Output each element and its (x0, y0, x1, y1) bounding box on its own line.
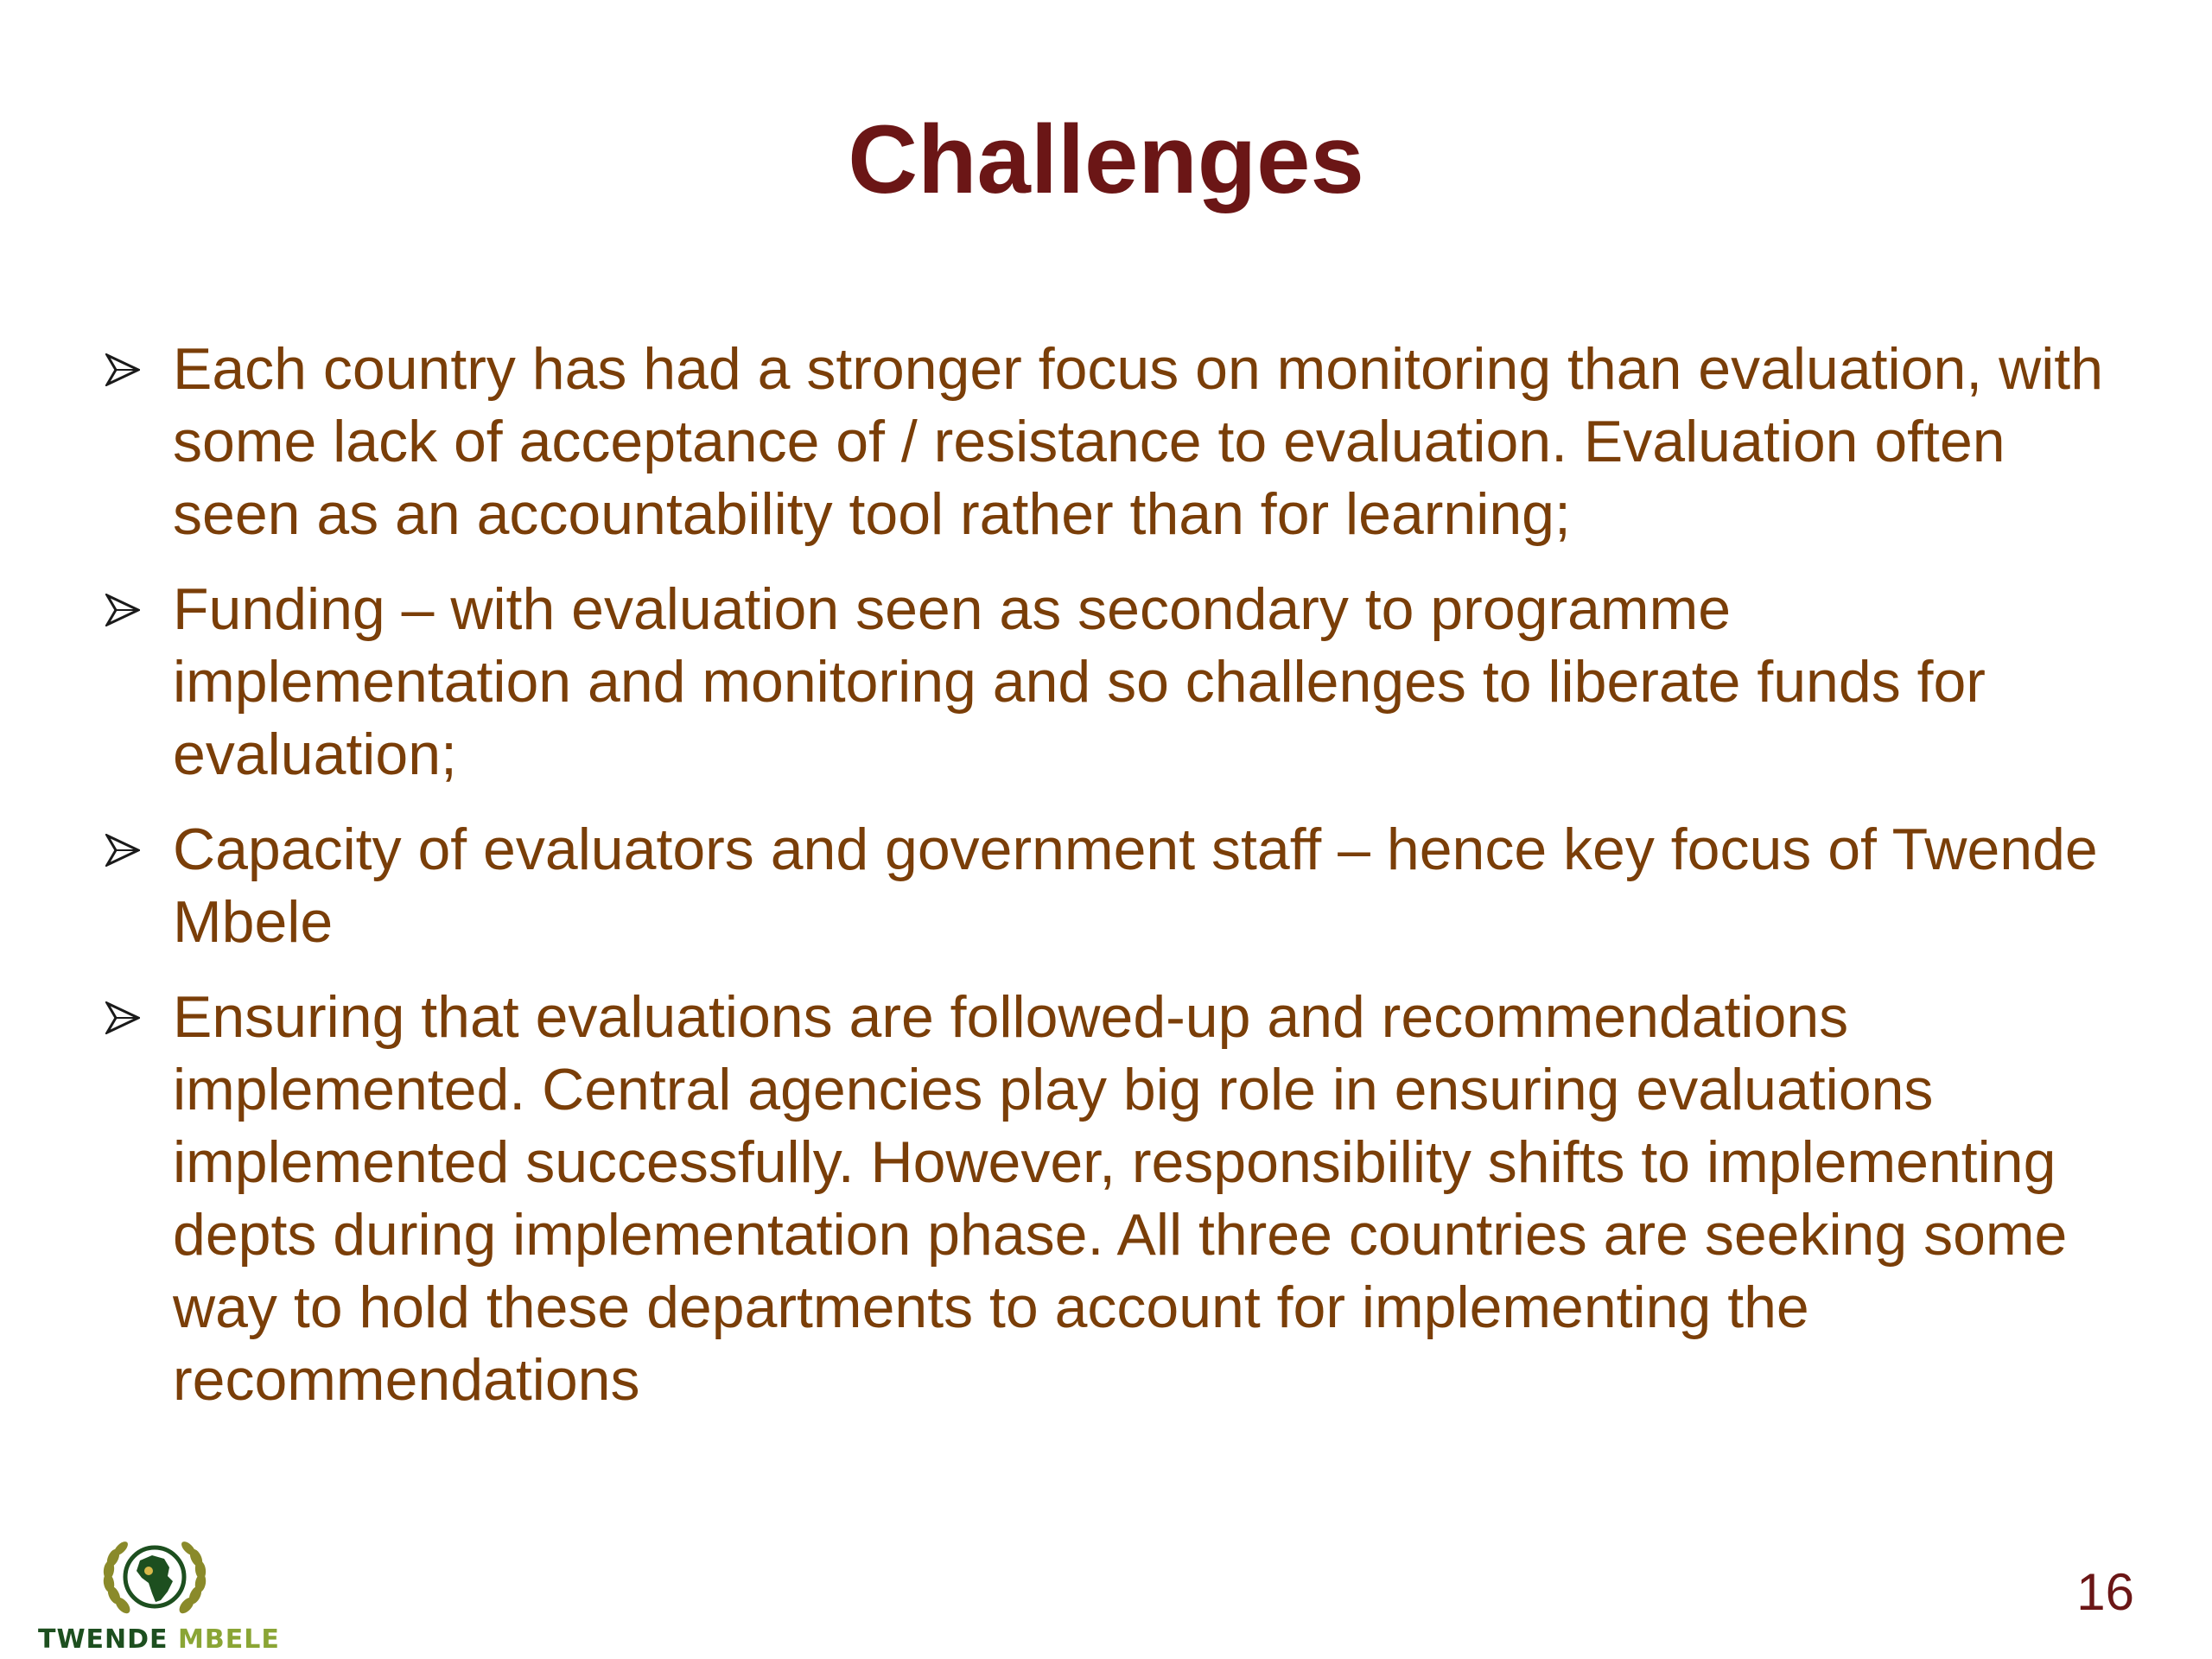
logo-word-twende: TWENDE (38, 1624, 168, 1655)
bullet-text: Ensuring that evaluations are followed-up and recommendations implemented. Central agencies play big role in ensuring evaluations implemented successfully. However, responsibility shifts to implementing depts during implementation phase. All three countries are seeking some way to hold these departments to account for implementing the recommendations (173, 984, 2068, 1413)
bullet-item (104, 573, 2143, 791)
slide-title: Challenges (848, 105, 1364, 213)
logo-wordmark (38, 1624, 280, 1655)
page-number: 16 (2076, 1563, 2134, 1621)
bullet-list (104, 333, 2143, 1439)
arrow-bullet-icon (104, 333, 142, 405)
arrow-bullet-icon (104, 981, 142, 1053)
bullet-item (104, 981, 2143, 1416)
africa-wreath-logo-icon (38, 1538, 271, 1624)
bullet-item (104, 813, 2143, 958)
arrow-bullet-icon (104, 573, 142, 645)
bullet-text: Funding – with evaluation seen as secondary to programme implementation and monitoring and so challenges to liberate funds for evaluation; (173, 576, 1986, 787)
twende-mbele-logo (38, 1538, 280, 1655)
bullet-text: Each country has had a stronger focus on monitoring than evaluation, with some lack of acceptance of / resistance to evaluation. Evaluation often seen as an accountability tool rather than for learning; (173, 336, 2104, 547)
bullet-text: Capacity of evaluators and government staff – hence key focus of Twende Mbele (173, 817, 2098, 955)
arrow-bullet-icon (104, 813, 142, 886)
bullet-item (104, 333, 2143, 550)
logo-word-mbele: MBELE (178, 1624, 280, 1655)
